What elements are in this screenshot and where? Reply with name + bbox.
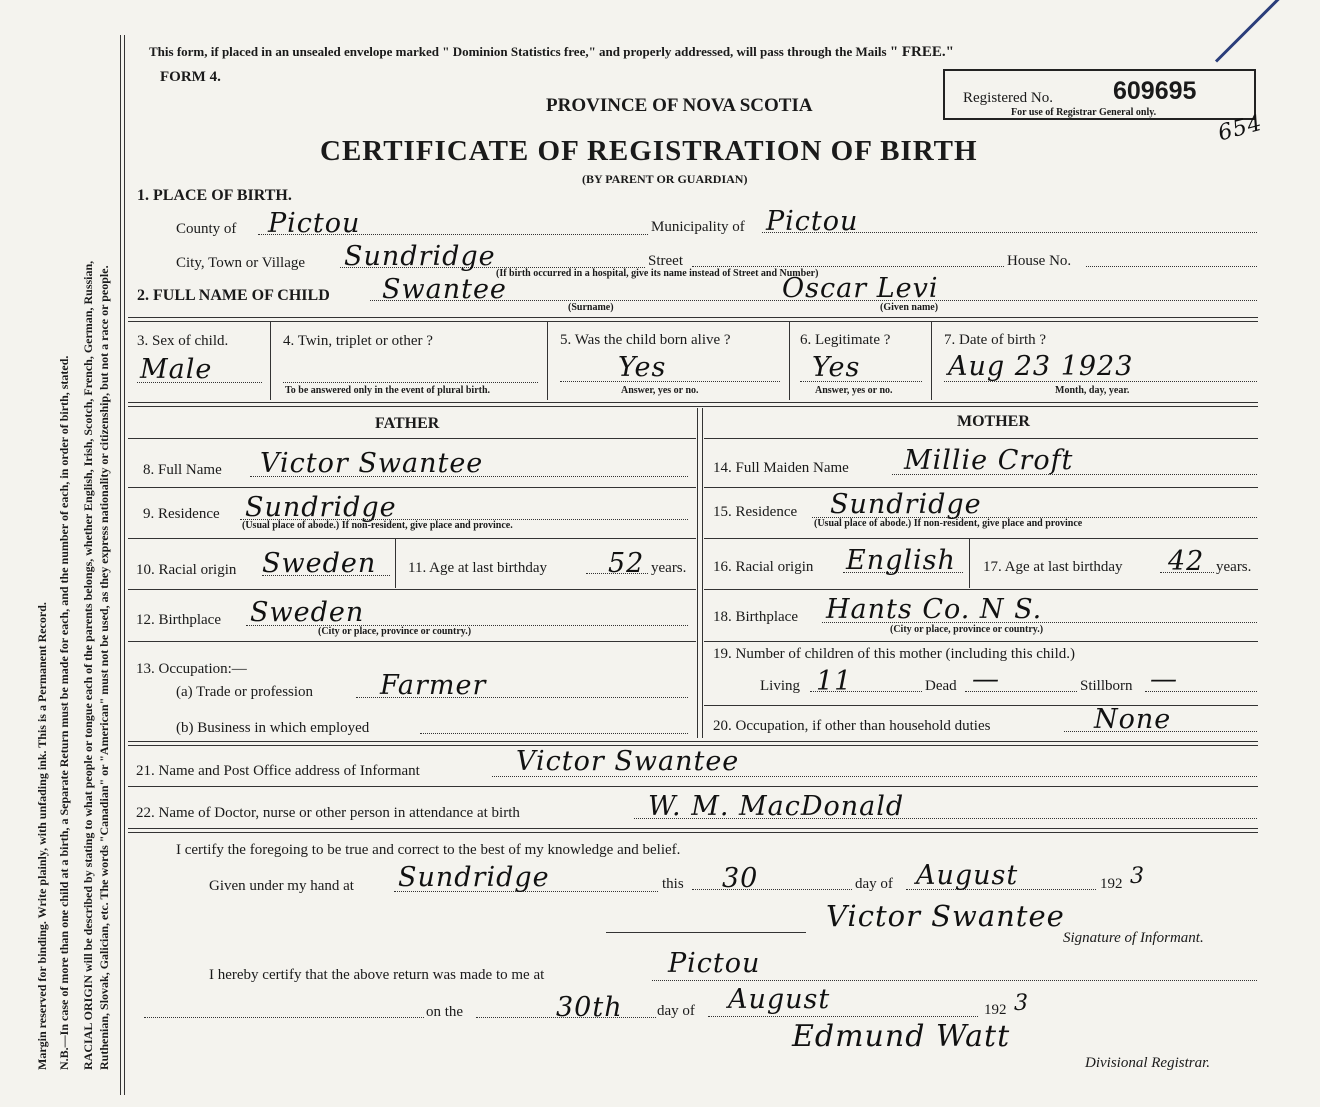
registrar-signature-label: Divisional Registrar.: [1085, 1055, 1211, 1071]
margin-note-racial-origin: RACIAL ORIGIN will be described by stating to what people or tongue each of the parents belongs, whether English, Irish, Scotch, French, German, Russian,: [81, 260, 95, 1070]
child-surname: Swantee: [382, 274, 507, 305]
mother-residence-note: (Usual place of abode.) If non-resident, give place and province: [814, 518, 1083, 529]
margin-note-binding: Margin reserved for binding. Write plainly, with unfading ink. This is a Permanent Record.: [35, 602, 49, 1070]
stillborn-label: Stillborn: [1080, 678, 1133, 694]
child-name-label: 2. FULL NAME OF CHILD: [137, 287, 330, 304]
registrar-signature: Edmund Watt: [792, 1019, 1011, 1054]
father-birthplace-value: Sweden: [250, 597, 365, 628]
mother-age-value: 42: [1168, 546, 1205, 577]
place-heading: 1. PLACE OF BIRTH.: [137, 187, 292, 204]
certification-statement: I certify the foregoing to be true and correct to the best of my knowledge and belief.: [176, 842, 681, 858]
father-birthplace-label: 12. Birthplace: [136, 612, 221, 628]
father-birthplace-note: (City or place, province or country.): [318, 626, 472, 637]
father-heading: FATHER: [375, 415, 440, 432]
mother-race-label: 16. Racial origin: [713, 559, 814, 575]
registrar-day: 30th: [556, 992, 623, 1023]
mother-race-value: English: [846, 545, 956, 576]
mother-heading: MOTHER: [957, 413, 1030, 430]
given-year-suffix: 3: [1130, 864, 1145, 889]
mail-notice: This form, if placed in an unsealed envelope marked " Dominion Statistics free," and properly addressed, will pass through the Mails " FREE.": [149, 44, 954, 60]
father-business-label: (b) Business in which employed: [176, 720, 370, 736]
mother-birthplace-label: 18. Birthplace: [713, 609, 798, 625]
registrar-month: August: [728, 984, 831, 1015]
mother-age-label: 17. Age at last birthday: [983, 559, 1123, 575]
father-trade-value: Farmer: [380, 670, 487, 701]
sex-label: 3. Sex of child.: [137, 333, 229, 349]
county-value: Pictou: [268, 208, 361, 239]
born-alive-note: Answer, yes or no.: [621, 385, 699, 396]
dead-value: —: [972, 664, 1000, 695]
doctor-label: 22. Name of Doctor, nurse or other person in attendance at birth: [136, 805, 520, 821]
certificate-subtitle: (BY PARENT OR GUARDIAN): [582, 172, 748, 186]
legitimate-note: Answer, yes or no.: [815, 385, 893, 396]
mother-residence-label: 15. Residence: [713, 504, 798, 520]
municipality-value: Pictou: [766, 206, 859, 237]
registrar-statement: I hereby certify that the above return was made to me at: [209, 967, 545, 983]
city-value: Sundridge: [344, 241, 496, 272]
dob-value: Aug 23 1923: [948, 351, 1134, 382]
father-residence-value: Sundridge: [245, 492, 397, 523]
corner-mark: 654: [1215, 110, 1266, 147]
father-years-label: years.: [651, 560, 687, 576]
father-name-label: 8. Full Name: [143, 462, 222, 478]
living-label: Living: [760, 678, 800, 694]
registered-number: 609695: [1113, 77, 1197, 105]
father-race-label: 10. Racial origin: [136, 562, 237, 578]
child-given-name: Oscar Levi: [782, 273, 939, 304]
born-alive-label: 5. Was the child born alive ?: [560, 332, 731, 348]
children-count-label: 19. Number of children of this mother (including this child.): [713, 646, 1076, 662]
legitimate-label: 6. Legitimate ?: [800, 332, 891, 348]
certificate-title: CERTIFICATE OF REGISTRATION OF BIRTH: [320, 135, 978, 167]
father-occupation-label: 13. Occupation:—: [136, 661, 247, 677]
father-residence-note: (Usual place of abode.) If non-resident, give place and province.: [242, 520, 513, 531]
given-name-note: (Given name): [880, 302, 939, 313]
father-race-value: Sweden: [262, 548, 377, 579]
informant-signature-label: Signature of Informant.: [1063, 930, 1204, 946]
given-day-of-label: day of: [855, 876, 893, 892]
sex-value: Male: [140, 354, 213, 385]
registered-label: Registered No.: [963, 90, 1053, 106]
given-at-label: Given under my hand at: [209, 878, 354, 894]
registrar-day-of-label: day of: [657, 1003, 695, 1019]
mother-residence-value: Sundridge: [830, 489, 982, 520]
margin-note-racial-origin-cont: Ruthenian, Slovak, Galician, etc. The words "Canadian" or "American" must not be used, as they express nationality or citizenship, but not a race or people.: [97, 265, 111, 1070]
mother-birthplace-note: (City or place, province or country.): [890, 624, 1044, 635]
margin-note-multiple-births: N.B.—In case of more than one child at a birth, a Separate Return must be made for each, and the number of each, in order of birth, stated.: [57, 355, 71, 1070]
living-value: 11: [816, 666, 853, 697]
form-number: FORM 4.: [160, 69, 221, 85]
this-label: this: [662, 876, 684, 892]
registrar-use-note: For use of Registrar General only.: [1011, 107, 1157, 118]
street-label: Street: [648, 253, 683, 269]
informant-signature: Victor Swantee: [826, 899, 1065, 933]
given-at-place: Sundridge: [398, 862, 550, 893]
county-label: County of: [176, 221, 237, 237]
surname-note: (Surname): [568, 302, 614, 313]
mother-name-value: Millie Croft: [904, 445, 1074, 476]
born-alive-value: Yes: [618, 352, 667, 383]
registrar-place: Pictou: [668, 948, 761, 979]
house-label: House No.: [1007, 253, 1072, 269]
mother-birthplace-value: Hants Co. N S.: [826, 594, 1043, 625]
province-heading: PROVINCE OF NOVA SCOTIA: [546, 95, 813, 116]
registered-number-box: [943, 69, 1256, 120]
twin-label: 4. Twin, triplet or other ?: [283, 333, 433, 349]
father-name-value: Victor Swantee: [260, 448, 484, 479]
father-age-value: 52: [608, 548, 645, 579]
city-label: City, Town or Village: [176, 255, 306, 271]
father-trade-label: (a) Trade or profession: [176, 684, 314, 700]
informant-label: 21. Name and Post Office address of Informant: [136, 763, 420, 779]
legitimate-value: Yes: [812, 352, 861, 383]
margin-line: [120, 35, 121, 1095]
dead-label: Dead: [925, 678, 957, 694]
given-day: 30: [722, 863, 759, 894]
doctor-value: W. M. MacDonald: [648, 791, 905, 822]
father-age-label: 11. Age at last birthday: [408, 560, 547, 576]
corner-pen-stroke: [1215, 0, 1295, 63]
mother-years-label: years.: [1216, 559, 1252, 575]
given-year-prefix: 192: [1100, 876, 1123, 892]
on-the-label: on the: [426, 1004, 464, 1020]
registrar-year-prefix: 192: [984, 1002, 1007, 1018]
hospital-note: (If birth occurred in a hospital, give its name instead of Street and Number): [496, 268, 819, 279]
informant-value: Victor Swantee: [516, 746, 740, 777]
mother-occupation-label: 20. Occupation, if other than household duties: [713, 718, 991, 734]
stillborn-value: —: [1150, 664, 1178, 695]
father-residence-label: 9. Residence: [143, 506, 220, 522]
margin-line-inner: [124, 35, 125, 1095]
twin-note: To be answered only in the event of plural birth.: [285, 385, 491, 396]
dob-note: Month, day, year.: [1055, 385, 1130, 396]
registrar-year-suffix: 3: [1014, 991, 1029, 1016]
given-month: August: [916, 860, 1019, 891]
dob-label: 7. Date of birth ?: [944, 332, 1047, 348]
municipality-label: Municipality of: [651, 219, 745, 235]
mother-name-label: 14. Full Maiden Name: [713, 460, 849, 476]
mother-occupation-value: None: [1094, 704, 1172, 735]
